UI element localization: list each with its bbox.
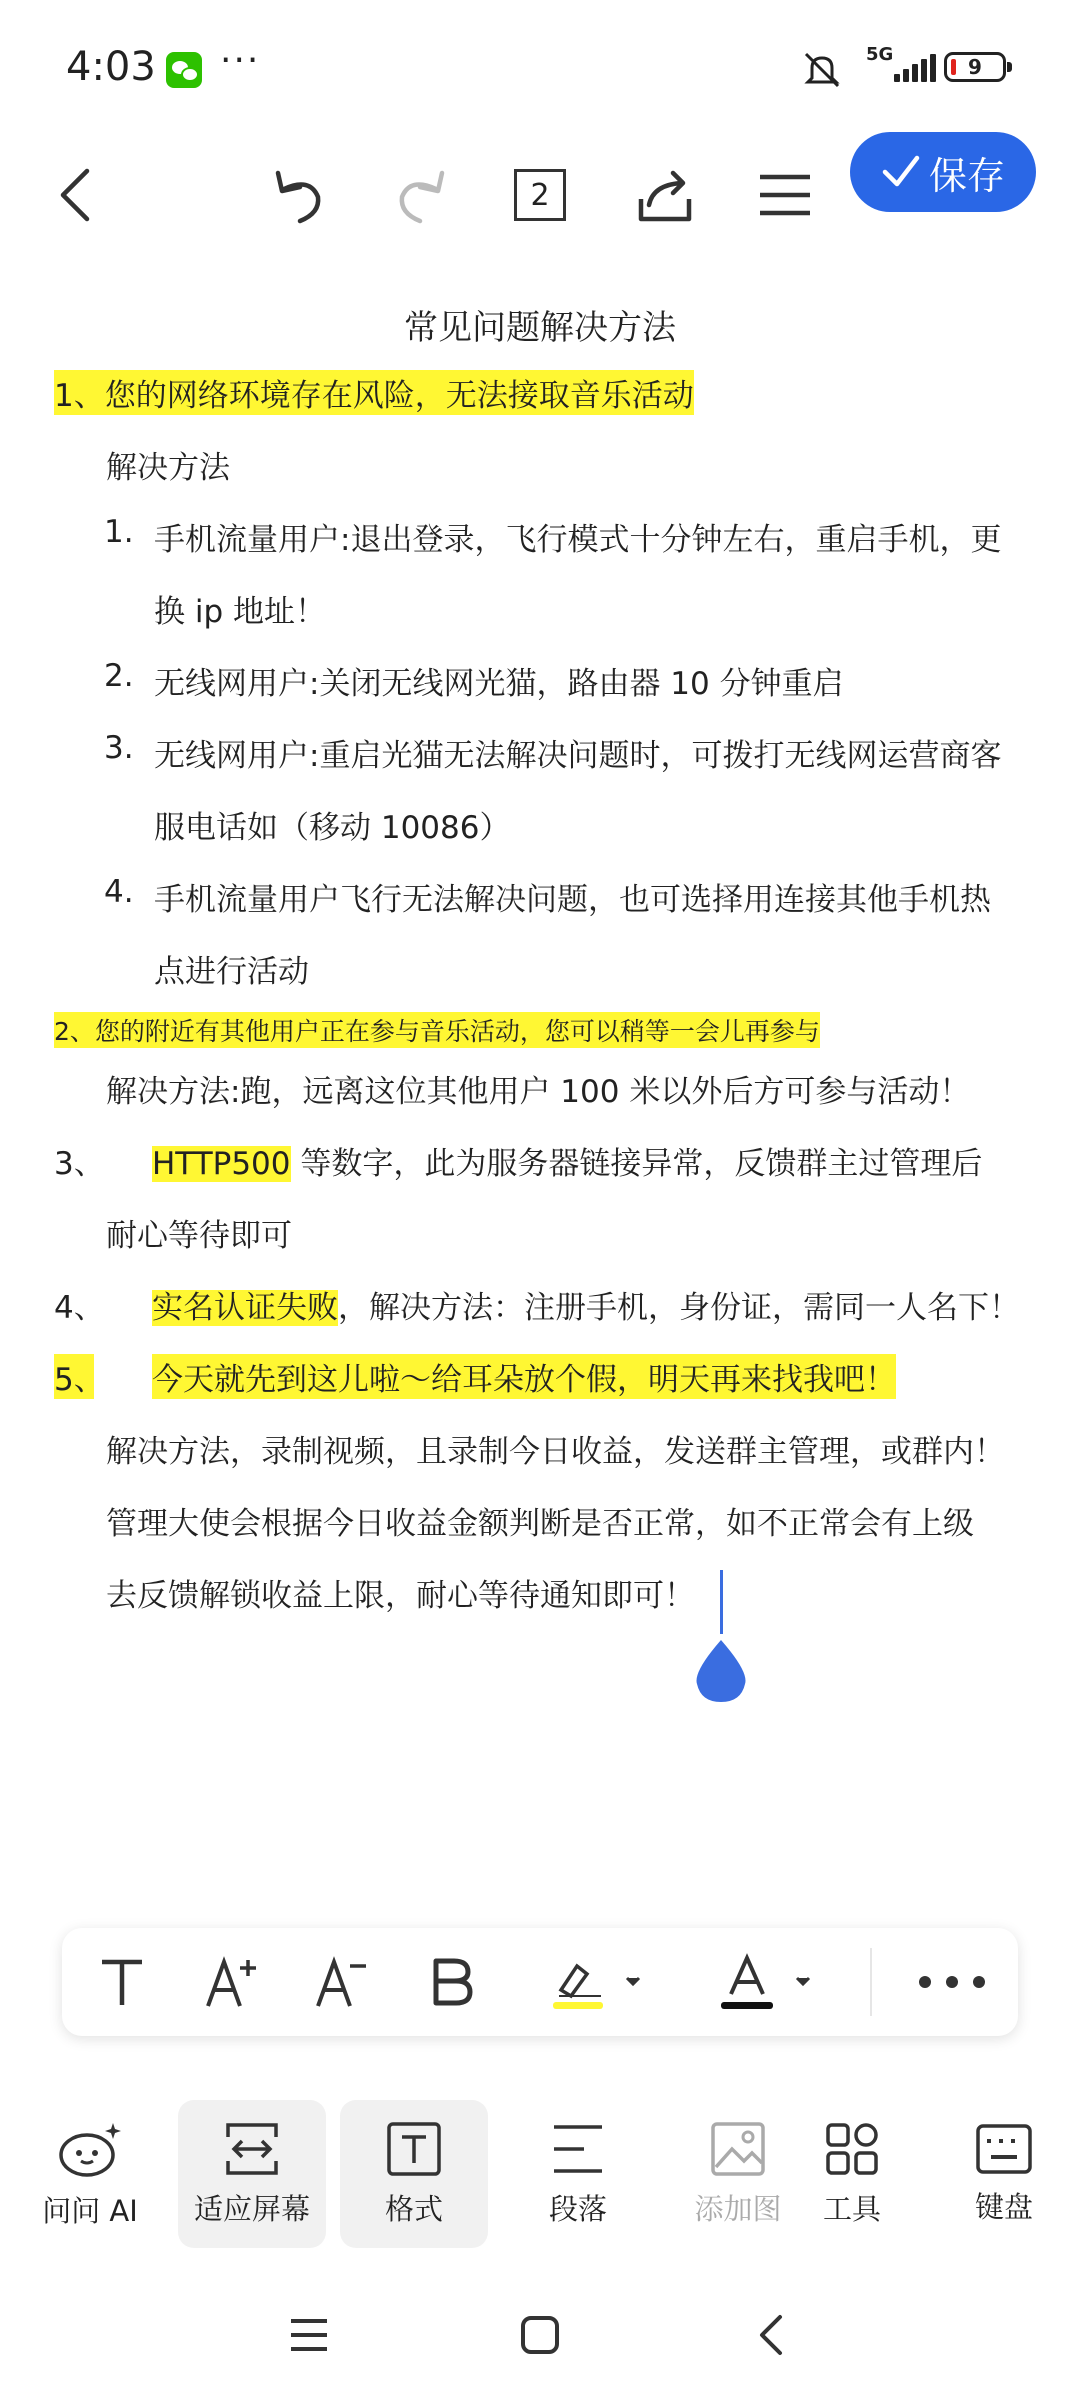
format-icon bbox=[386, 2121, 442, 2177]
issue-5-solution: 去反馈解锁收益上限，耐心等待通知即可！ bbox=[106, 1578, 695, 1614]
menu-icon bbox=[758, 171, 812, 219]
highlight-color-button[interactable] bbox=[542, 1928, 652, 2036]
more-notifications-icon: ··· bbox=[220, 40, 261, 81]
more-format-button[interactable] bbox=[902, 1928, 1002, 2036]
status-bar bbox=[0, 0, 1080, 130]
list-num: 2. bbox=[104, 658, 134, 694]
issue-2-heading: 2、您的附近有其他用户正在参与音乐活动，您可以稍等一会儿再参与 bbox=[54, 1012, 820, 1048]
text-style-icon bbox=[98, 1957, 146, 2007]
nav-label: 键盘 bbox=[974, 2189, 1033, 2224]
ask-ai-button[interactable] bbox=[16, 2100, 164, 2248]
list-num: 1. bbox=[104, 514, 134, 550]
issue-5-heading: 今天就先到这儿啦～给耳朵放个假，明天再来找我吧！ bbox=[152, 1354, 896, 1399]
bold-button[interactable] bbox=[412, 1928, 492, 2036]
redo-button[interactable] bbox=[380, 130, 460, 260]
list-item: 换 ip 地址！ bbox=[154, 594, 326, 630]
issue-4-text bbox=[152, 1282, 1020, 1327]
recent-apps-button[interactable] bbox=[274, 2300, 344, 2370]
font-color-icon bbox=[717, 1952, 817, 2012]
system-back-button[interactable] bbox=[736, 2300, 806, 2370]
keyboard-icon bbox=[975, 2123, 1033, 2175]
back-icon bbox=[756, 2313, 786, 2357]
list-item: 点进行活动 bbox=[154, 954, 309, 990]
image-icon bbox=[710, 2121, 766, 2177]
nav-label: 格式 bbox=[384, 2191, 443, 2226]
highlighter-icon bbox=[547, 1952, 647, 2012]
list-num: 3. bbox=[104, 730, 134, 766]
bottom-toolbar bbox=[0, 2088, 1080, 2248]
network-type: 5G bbox=[866, 44, 894, 65]
format-toolbar bbox=[62, 1928, 1018, 2036]
issue-2-solution: 解决方法:跑，远离这位其他用户 100 米以外后方可参与活动！ bbox=[106, 1074, 971, 1110]
recents-icon bbox=[289, 2317, 329, 2353]
page-count: 2 bbox=[514, 169, 566, 221]
signal-icon bbox=[894, 54, 940, 82]
issue-4-num: 4、 bbox=[54, 1290, 105, 1326]
list-item: 手机流量用户:退出登录，飞行模式十分钟左右，重启手机，更 bbox=[154, 522, 1002, 558]
issue-4-rest: ，解决方法：注册手机，身份证，需同一人名下！ bbox=[338, 1290, 1020, 1326]
undo-icon bbox=[270, 165, 330, 225]
more-icon bbox=[917, 1975, 987, 1989]
issue-5-solution: 解决方法，录制视频，且录制今日收益，发送群主管理，或群内！ bbox=[106, 1434, 1005, 1470]
tools-grid-icon bbox=[824, 2121, 880, 2177]
issue-5-solution: 管理大使会根据今日收益金额判断是否正常，如不正常会有上级 bbox=[106, 1506, 974, 1542]
back-button[interactable] bbox=[40, 130, 110, 260]
save-button[interactable] bbox=[850, 132, 1036, 212]
back-arrow-icon bbox=[55, 165, 95, 225]
battery-level: 9 bbox=[968, 55, 982, 79]
font-size-increase-button[interactable] bbox=[192, 1928, 272, 2036]
home-icon bbox=[520, 2315, 560, 2355]
nav-label: 添加图 bbox=[694, 2191, 782, 2226]
nav-label: 段落 bbox=[548, 2191, 607, 2226]
text-cursor bbox=[720, 1570, 723, 1634]
status-time: 4:03 bbox=[66, 44, 156, 90]
issue-3-num: 3、 bbox=[54, 1146, 105, 1182]
issue-3-rest: 等数字，此为服务器链接异常，反馈群主过管理后 bbox=[290, 1146, 983, 1182]
system-navigation-bar bbox=[0, 2290, 1080, 2380]
save-label: 保存 bbox=[928, 153, 1005, 198]
format-tab[interactable] bbox=[340, 2100, 488, 2248]
home-button[interactable] bbox=[505, 2300, 575, 2370]
battery-icon bbox=[944, 52, 1006, 82]
issue-1-heading: 1、您的网络环境存在风险，无法接取音乐活动 bbox=[54, 370, 694, 415]
nav-label: 问问 AI bbox=[42, 2193, 138, 2228]
undo-button[interactable] bbox=[260, 130, 340, 260]
font-decrease-icon bbox=[314, 1956, 370, 2008]
check-icon bbox=[881, 154, 921, 190]
text-style-button[interactable] bbox=[82, 1928, 162, 2036]
issue-4-highlight: 实名认证失败 bbox=[152, 1290, 338, 1326]
nav-label: 适应屏幕 bbox=[193, 2191, 310, 2226]
font-increase-icon bbox=[204, 1956, 260, 2008]
tools-tab[interactable] bbox=[778, 2100, 926, 2248]
share-button[interactable] bbox=[625, 130, 705, 260]
ai-assistant-icon bbox=[57, 2119, 123, 2179]
page-count-button[interactable] bbox=[500, 130, 580, 260]
bold-icon bbox=[430, 1957, 474, 2007]
cursor-handle[interactable] bbox=[693, 1640, 749, 1704]
fit-screen-icon bbox=[224, 2121, 280, 2177]
share-icon bbox=[635, 165, 695, 225]
document-title: 常见问题解决方法 bbox=[404, 308, 676, 348]
list-item: 服电话如（移动 10086） bbox=[154, 810, 511, 846]
nav-label: 工具 bbox=[822, 2191, 881, 2226]
paragraph-tab[interactable] bbox=[504, 2100, 652, 2248]
font-color-button[interactable] bbox=[712, 1928, 822, 2036]
paragraph-icon bbox=[550, 2121, 606, 2177]
list-num: 4. bbox=[104, 874, 134, 910]
fit-screen-button[interactable] bbox=[178, 2100, 326, 2248]
issue-3-text bbox=[152, 1138, 982, 1183]
mute-icon bbox=[800, 50, 844, 90]
list-item: 无线网用户:重启光猫无法解决问题时，可拨打无线网运营商客 bbox=[154, 738, 1002, 774]
issue-3-highlight: HTTP500 bbox=[152, 1146, 291, 1182]
wechat-notification-icon bbox=[166, 52, 202, 88]
keyboard-button[interactable] bbox=[930, 2100, 1078, 2248]
list-item: 手机流量用户飞行无法解决问题，也可选择用连接其他手机热 bbox=[154, 882, 991, 918]
issue-5-num: 5、 bbox=[54, 1354, 94, 1399]
font-size-decrease-button[interactable] bbox=[302, 1928, 382, 2036]
list-item: 无线网用户:关闭无线网光猫，路由器 10 分钟重启 bbox=[154, 666, 844, 702]
menu-button[interactable] bbox=[745, 130, 825, 260]
solution-label: 解决方法 bbox=[106, 450, 230, 486]
issue-3-continued: 耐心等待即可 bbox=[106, 1218, 292, 1254]
format-divider bbox=[870, 1948, 872, 2016]
redo-icon bbox=[390, 165, 450, 225]
